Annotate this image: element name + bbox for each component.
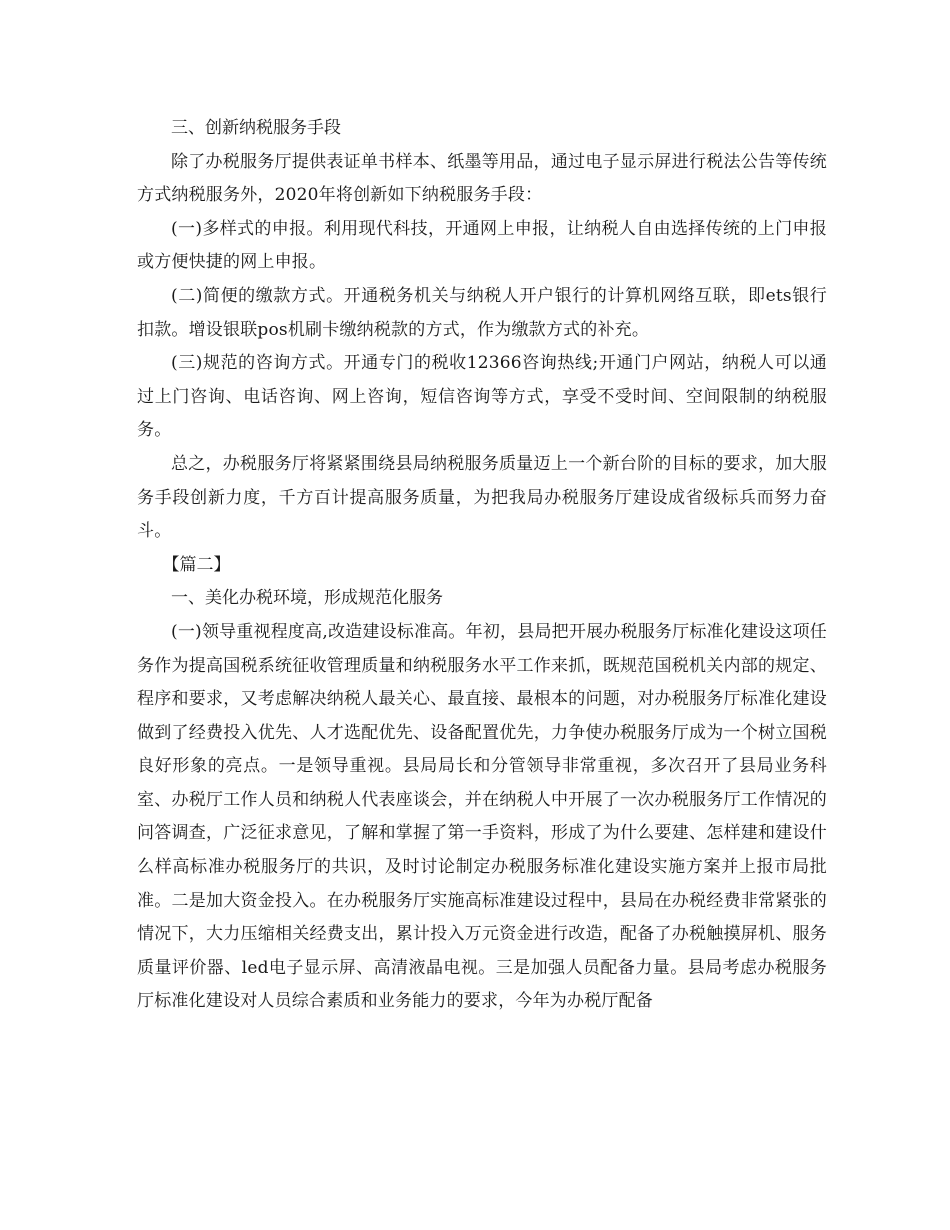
paragraph-item-1: (一)多样式的申报。利用现代科技，开通网上申报，让纳税人自由选择传统的上门申报或方便快捷的网上申报。: [137, 218, 827, 273]
paragraph-intro: 除了办税服务厅提供表证单书样本、纸墨等用品，通过电子显示屏进行税法公告等传统方式纳税服务外，2020年将创新如下纳税服务手段：: [137, 151, 827, 206]
section-heading-3: 三、创新纳税服务手段: [171, 118, 341, 138]
paragraph-item-3: (三)规范的咨询方式。开通专门的税收12366咨询热线;开通门户网站，纳税人可以通过上门咨询、电话咨询、网上咨询，短信咨询等方式，享受不受时间、空间限制的纳税服务。: [137, 353, 827, 441]
paragraph-summary: 总之，办税服务厅将紧紧围绕县局纳税服务质量迈上一个新台阶的目标的要求，加大服务手段创新力度，千方百计提高服务质量，为把我局办税服务厅建设成省级标兵而努力奋斗。: [137, 453, 827, 542]
paragraph-part-two-item-1: (一)领导重视程度高,改造建设标准高。年初，县局把开展办税服务厅标准化建设这项任务作为提高国税系统征收管理质量和纳税服务水平工作来抓，既规范国税机关内部的规定、程序和要求，又考虑解决纳税人最关心、最直接、最根本的问题，对办税服务厅标准化建设做到了经费投入优先、人才选配优先、设备配置优先，力争使办税服务厅成为一个树立国税良好形象的亮点。一是领导重视。县局局长和分管领导非常重视，多次召开了县局业务科室、办税厅工作人员和纳税人代表座谈会，并在纳税人中开展了一次办税服务厅工作情况的问答调查，广泛征求意见，了解和掌握了第一手资料，形成了为什么要建、怎样建和建设什么样高标准办税服务厅的共识，及时讨论制定办税服务标准化建设实施方案并上报市局批准。二是加大资金投入。在办税服务厅实施高标准建设过程中，县局在办税经费非常紧张的情况下，大力压缩相关经费支出，累计投入万元资金进行改造，配备了办税触摸屏机、服务质量评价器、led电子显示屏、高清液晶电视。三是加强人员配备力量。县局考虑办税服务厅标准化建设对人员综合素质和业务能力的要求，今年为办税厅配备: [137, 621, 827, 1012]
paragraph-item-2: (二)简便的缴款方式。开通税务机关与纳税人开户银行的计算机网络互联，即ets银行扣款。增设银联pos机刷卡缴纳税款的方式，作为缴款方式的补充。: [137, 285, 827, 340]
part-two-marker: 【篇二】: [162, 554, 231, 575]
part-two-heading-1: 一、美化办税环境，形成规范化服务: [171, 588, 443, 609]
document-body: [137, 112, 827, 1019]
